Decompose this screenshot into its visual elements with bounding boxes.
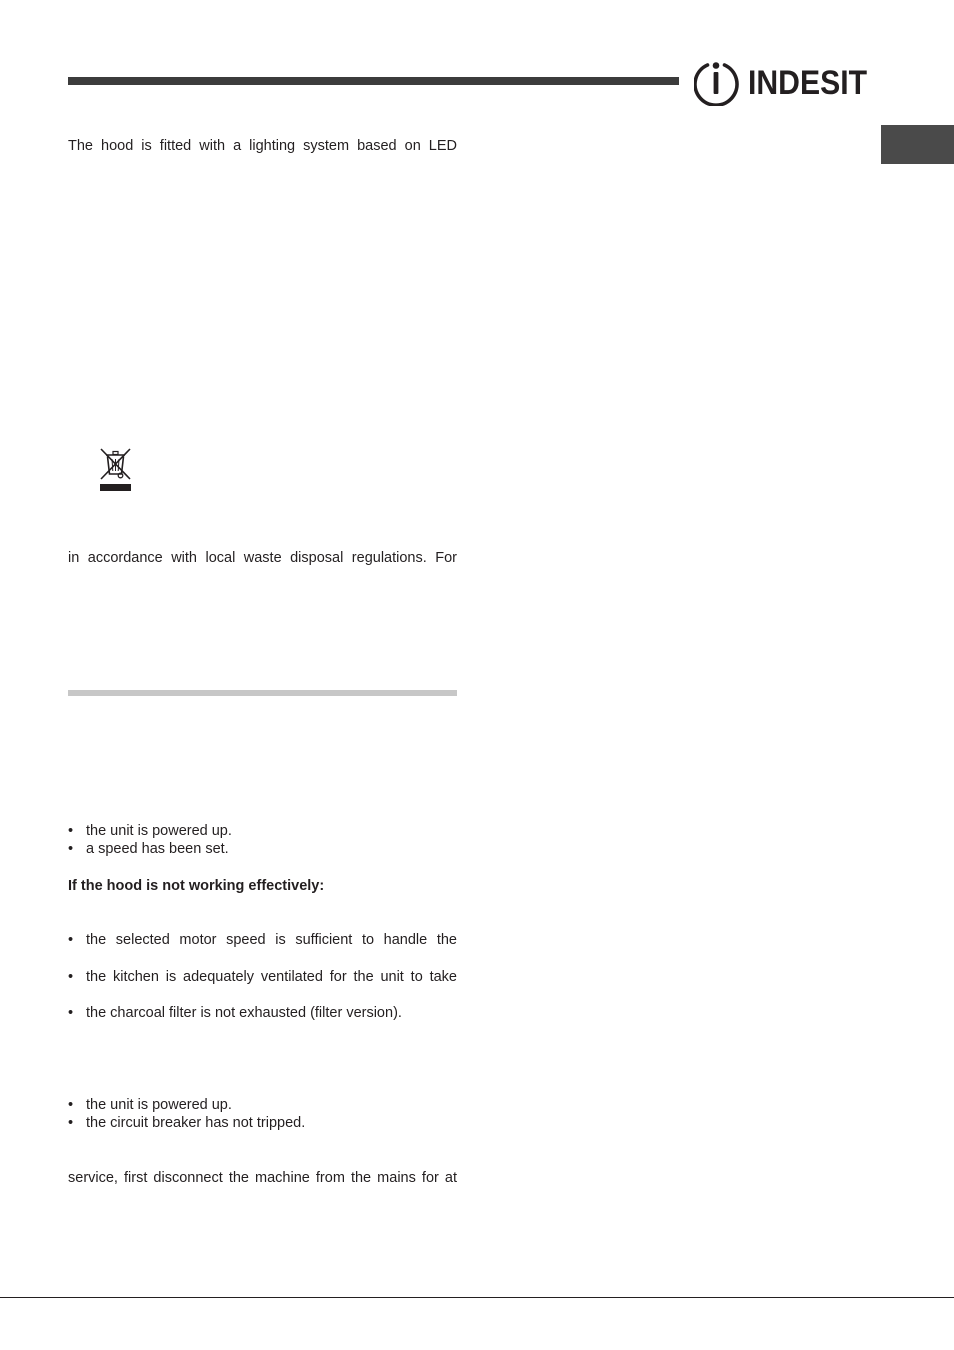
disposal-text-line: in accordance with local waste disposal regulations. For [68,550,457,566]
header-rule [68,77,679,85]
bullet-icon: • [68,1005,74,1021]
bullet-icon: • [68,841,74,857]
bullet-icon: • [68,1097,74,1113]
bullet-icon: • [68,823,74,839]
indesit-logo [694,58,870,106]
list-item-text: a speed has been set. [86,841,229,857]
bullet-icon: • [68,969,74,985]
list-item-text: the unit is powered up. [86,1097,232,1113]
crossed-out-wheelie-bin-icon [98,446,133,493]
list-item-text: the charcoal filter is not exhausted (filter version). [86,1005,402,1021]
section-divider [68,690,457,696]
brand-wordmark: INDESIT [748,64,868,102]
list-item-text: the unit is powered up. [86,823,232,839]
list-item-text: the circuit breaker has not tripped. [86,1115,306,1131]
indesit-i-logo-icon [694,58,870,106]
language-tab [881,125,954,164]
hood-not-effective-heading: If the hood is not working effectively: [68,878,325,894]
bullet-icon: • [68,932,74,948]
list-item-text: the kitchen is adequately ventilated for the unit to take [86,969,457,985]
service-text-line: service, first disconnect the machine from the mains for at [68,1170,457,1186]
lighting-text-line: The hood is fitted with a lighting system based on LED [68,138,457,154]
bullet-icon: • [68,1115,74,1131]
list-item-text: the selected motor speed is sufficient to handle the [86,932,457,948]
footer-rule [0,1297,954,1298]
